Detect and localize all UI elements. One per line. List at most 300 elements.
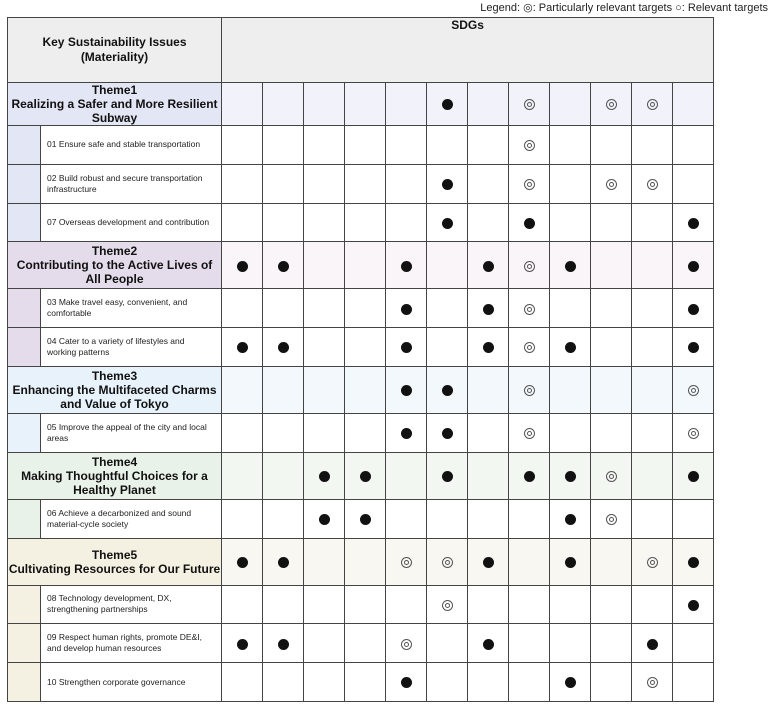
sdg-cell-3 bbox=[304, 164, 345, 203]
sdg-cell-12 bbox=[673, 242, 714, 289]
sdg-cell-8 bbox=[509, 328, 550, 367]
sdg-cell-3 bbox=[304, 538, 345, 585]
sdg-cell-8 bbox=[509, 413, 550, 452]
sdg-cell-4 bbox=[345, 164, 386, 203]
filled-circle-icon bbox=[442, 218, 453, 229]
header-key-issues bbox=[8, 18, 222, 83]
sdg-cell-6 bbox=[427, 663, 468, 702]
sdg-cell-5 bbox=[386, 585, 427, 624]
sdg-cell-1 bbox=[222, 126, 263, 165]
issue-row bbox=[8, 126, 714, 165]
issue-label: 01 Ensure safe and stable transportation bbox=[41, 126, 222, 165]
materiality-sdg-matrix bbox=[7, 17, 714, 702]
sdg-cell-3 bbox=[304, 203, 345, 242]
sdg-cell-5 bbox=[386, 289, 427, 328]
double-circle-icon bbox=[647, 99, 658, 110]
sdg-cell-4 bbox=[345, 83, 386, 126]
sdg-cell-2 bbox=[263, 624, 304, 663]
filled-circle-icon bbox=[688, 261, 699, 272]
filled-circle-icon bbox=[647, 639, 658, 650]
sdg-cell-5 bbox=[386, 328, 427, 367]
double-circle-icon bbox=[524, 261, 535, 272]
sdg-cell-7 bbox=[468, 164, 509, 203]
sdg-cell-2 bbox=[263, 663, 304, 702]
sdg-cell-11 bbox=[632, 663, 673, 702]
sdg-cell-9 bbox=[550, 126, 591, 165]
filled-circle-icon bbox=[688, 218, 699, 229]
issue-label: 10 Strengthen corporate governance bbox=[41, 663, 222, 702]
sdg-cell-11 bbox=[632, 452, 673, 499]
sdg-cell-3 bbox=[304, 624, 345, 663]
issue-label: 06 Achieve a decarbonized and sound material-cycle society bbox=[41, 499, 222, 538]
issue-row bbox=[8, 289, 714, 328]
sdg-cell-4 bbox=[345, 242, 386, 289]
sdg-cell-6 bbox=[427, 328, 468, 367]
issue-row bbox=[8, 203, 714, 242]
sdg-cell-11 bbox=[632, 126, 673, 165]
issue-label: 04 Cater to a variety of lifestyles and working patterns bbox=[41, 328, 222, 367]
sdg-cell-2 bbox=[263, 242, 304, 289]
sdg-cell-10 bbox=[591, 242, 632, 289]
filled-circle-icon bbox=[442, 179, 453, 190]
sdg-cell-7 bbox=[468, 452, 509, 499]
filled-circle-icon bbox=[565, 677, 576, 688]
sdg-cell-10 bbox=[591, 328, 632, 367]
sdg-cell-5 bbox=[386, 126, 427, 165]
filled-circle-icon bbox=[237, 639, 248, 650]
sdg-cell-1 bbox=[222, 366, 263, 413]
sdg-cell-3 bbox=[304, 452, 345, 499]
sdg-cell-2 bbox=[263, 328, 304, 367]
double-circle-icon bbox=[524, 342, 535, 353]
sdg-cell-1 bbox=[222, 538, 263, 585]
sdg-cell-11 bbox=[632, 242, 673, 289]
sdg-cell-3 bbox=[304, 585, 345, 624]
filled-circle-icon bbox=[524, 471, 535, 482]
sdg-cell-4 bbox=[345, 452, 386, 499]
sdg-cell-4 bbox=[345, 328, 386, 367]
sdg-cell-6 bbox=[427, 452, 468, 499]
sdg-cell-3 bbox=[304, 366, 345, 413]
sdg-cell-2 bbox=[263, 289, 304, 328]
theme-subtitle: Enhancing the Multifaceted Charms and Value of Tokyo bbox=[12, 382, 217, 411]
sdg-cell-9 bbox=[550, 538, 591, 585]
sdg-cell-2 bbox=[263, 203, 304, 242]
double-circle-icon bbox=[606, 179, 617, 190]
sdg-cell-5 bbox=[386, 538, 427, 585]
sdg-cell-11 bbox=[632, 203, 673, 242]
sdg-cell-2 bbox=[263, 83, 304, 126]
sdg-cell-4 bbox=[345, 624, 386, 663]
sdg-cell-11 bbox=[632, 328, 673, 367]
theme-subtitle: Cultivating Resources for Our Future bbox=[8, 561, 221, 576]
sdg-cell-9 bbox=[550, 585, 591, 624]
sdg-cell-9 bbox=[550, 366, 591, 413]
theme-label bbox=[8, 242, 222, 289]
filled-circle-icon bbox=[565, 514, 576, 525]
theme-color-stripe bbox=[8, 328, 41, 367]
header-sdgs: SDGs bbox=[222, 18, 714, 83]
sdg-cell-3 bbox=[304, 83, 345, 126]
sdg-cell-12 bbox=[673, 452, 714, 499]
sdg-cell-4 bbox=[345, 366, 386, 413]
sdg-cell-11 bbox=[632, 538, 673, 585]
sdg-cell-10 bbox=[591, 585, 632, 624]
sdg-cell-1 bbox=[222, 164, 263, 203]
sdg-cell-1 bbox=[222, 328, 263, 367]
sdg-cell-2 bbox=[263, 126, 304, 165]
theme-title: Theme4 bbox=[91, 454, 138, 469]
sdg-cell-8 bbox=[509, 83, 550, 126]
sdg-cell-6 bbox=[427, 83, 468, 126]
sdg-cell-12 bbox=[673, 413, 714, 452]
issue-row bbox=[8, 624, 714, 663]
issue-row bbox=[8, 164, 714, 203]
sdg-cell-11 bbox=[632, 83, 673, 126]
sdg-cell-12 bbox=[673, 663, 714, 702]
sdg-cell-6 bbox=[427, 126, 468, 165]
double-circle-icon bbox=[606, 471, 617, 482]
sdg-cell-11 bbox=[632, 413, 673, 452]
theme-color-stripe bbox=[8, 585, 41, 624]
filled-circle-icon bbox=[360, 514, 371, 525]
double-circle-icon bbox=[442, 600, 453, 611]
issue-label: 09 Respect human rights, promote DE&I, and develop human resources bbox=[41, 624, 222, 663]
sdg-cell-2 bbox=[263, 164, 304, 203]
sdg-cell-9 bbox=[550, 328, 591, 367]
sdg-cell-2 bbox=[263, 499, 304, 538]
issue-row bbox=[8, 328, 714, 367]
sdg-cell-1 bbox=[222, 663, 263, 702]
theme-color-stripe bbox=[8, 663, 41, 702]
sdg-cell-7 bbox=[468, 126, 509, 165]
double-circle-icon bbox=[524, 179, 535, 190]
sdg-cell-10 bbox=[591, 289, 632, 328]
sdg-cell-10 bbox=[591, 663, 632, 702]
sdg-cell-10 bbox=[591, 83, 632, 126]
sdg-cell-6 bbox=[427, 242, 468, 289]
sdg-cell-4 bbox=[345, 203, 386, 242]
sdg-cell-3 bbox=[304, 663, 345, 702]
sdg-cell-6 bbox=[427, 164, 468, 203]
sdg-cell-2 bbox=[263, 452, 304, 499]
sdg-cell-1 bbox=[222, 499, 263, 538]
sdg-cell-10 bbox=[591, 413, 632, 452]
sdg-cell-5 bbox=[386, 624, 427, 663]
sdg-cell-1 bbox=[222, 203, 263, 242]
filled-circle-icon bbox=[565, 261, 576, 272]
sdg-cell-7 bbox=[468, 83, 509, 126]
sdg-cell-9 bbox=[550, 663, 591, 702]
double-circle-icon bbox=[401, 557, 412, 568]
sdg-cell-7 bbox=[468, 413, 509, 452]
sdg-cell-6 bbox=[427, 203, 468, 242]
sdg-cell-2 bbox=[263, 413, 304, 452]
sdg-cell-10 bbox=[591, 538, 632, 585]
sdg-cell-7 bbox=[468, 624, 509, 663]
theme-subtitle: Making Thoughtful Choices for a Healthy Planet bbox=[21, 468, 208, 497]
filled-circle-icon bbox=[401, 428, 412, 439]
sdg-cell-6 bbox=[427, 538, 468, 585]
sdg-cell-5 bbox=[386, 164, 427, 203]
sdg-cell-9 bbox=[550, 413, 591, 452]
issue-row bbox=[8, 663, 714, 702]
double-circle-icon bbox=[524, 99, 535, 110]
sdg-cell-3 bbox=[304, 413, 345, 452]
sdg-cell-12 bbox=[673, 126, 714, 165]
theme-title: Theme2 bbox=[91, 244, 138, 259]
issue-label: 08 Technology development, DX, strengthening partnerships bbox=[41, 585, 222, 624]
sdg-cell-3 bbox=[304, 126, 345, 165]
filled-circle-icon bbox=[565, 557, 576, 568]
filled-circle-icon bbox=[237, 557, 248, 568]
filled-circle-icon bbox=[442, 471, 453, 482]
filled-circle-icon bbox=[237, 261, 248, 272]
sdg-cell-9 bbox=[550, 83, 591, 126]
sdg-cell-12 bbox=[673, 289, 714, 328]
filled-circle-icon bbox=[483, 342, 494, 353]
sdg-cell-9 bbox=[550, 164, 591, 203]
sdg-cell-1 bbox=[222, 289, 263, 328]
sdg-cell-5 bbox=[386, 413, 427, 452]
filled-circle-icon bbox=[442, 428, 453, 439]
theme-row bbox=[8, 242, 714, 289]
sdg-cell-6 bbox=[427, 624, 468, 663]
theme-title: Theme5 bbox=[91, 547, 138, 562]
theme-subtitle: Realizing a Safer and More Resilient Subway bbox=[11, 97, 218, 125]
filled-circle-icon bbox=[237, 342, 248, 353]
filled-circle-icon bbox=[319, 514, 330, 525]
sdg-cell-2 bbox=[263, 366, 304, 413]
sdg-cell-9 bbox=[550, 242, 591, 289]
sdg-cell-8 bbox=[509, 366, 550, 413]
double-circle-icon bbox=[688, 428, 699, 439]
issue-row bbox=[8, 413, 714, 452]
sdg-cell-12 bbox=[673, 538, 714, 585]
filled-circle-icon bbox=[483, 639, 494, 650]
sdg-cell-10 bbox=[591, 126, 632, 165]
double-circle-icon bbox=[401, 639, 412, 650]
issue-label: 05 Improve the appeal of the city and local areas bbox=[41, 413, 222, 452]
filled-circle-icon bbox=[688, 304, 699, 315]
theme-color-stripe bbox=[8, 126, 41, 165]
sdg-cell-4 bbox=[345, 499, 386, 538]
filled-circle-icon bbox=[278, 557, 289, 568]
sdg-cell-10 bbox=[591, 452, 632, 499]
sdg-cell-4 bbox=[345, 538, 386, 585]
sdg-cell-4 bbox=[345, 663, 386, 702]
sdg-cell-6 bbox=[427, 366, 468, 413]
theme-color-stripe bbox=[8, 203, 41, 242]
sdg-cell-11 bbox=[632, 499, 673, 538]
sdg-cell-1 bbox=[222, 624, 263, 663]
double-circle-icon bbox=[647, 557, 658, 568]
sdg-cell-10 bbox=[591, 164, 632, 203]
sdg-cell-5 bbox=[386, 366, 427, 413]
sdg-cell-7 bbox=[468, 203, 509, 242]
sdg-cell-5 bbox=[386, 83, 427, 126]
sdg-cell-8 bbox=[509, 585, 550, 624]
sdg-cell-2 bbox=[263, 538, 304, 585]
sdg-cell-5 bbox=[386, 663, 427, 702]
sdg-cell-4 bbox=[345, 413, 386, 452]
sdg-cell-1 bbox=[222, 452, 263, 499]
sdg-cell-10 bbox=[591, 499, 632, 538]
double-circle-icon bbox=[647, 677, 658, 688]
sdg-cell-12 bbox=[673, 164, 714, 203]
sdg-cell-8 bbox=[509, 242, 550, 289]
sdg-cell-12 bbox=[673, 499, 714, 538]
sdg-cell-12 bbox=[673, 83, 714, 126]
theme-label bbox=[8, 366, 222, 413]
issue-row bbox=[8, 585, 714, 624]
sdg-cell-5 bbox=[386, 499, 427, 538]
sdg-cell-10 bbox=[591, 624, 632, 663]
theme-title: Theme3 bbox=[91, 368, 138, 383]
double-circle-icon bbox=[524, 428, 535, 439]
sdg-cell-3 bbox=[304, 289, 345, 328]
theme-label bbox=[8, 83, 222, 126]
theme-row bbox=[8, 538, 714, 585]
sdg-cell-4 bbox=[345, 126, 386, 165]
filled-circle-icon bbox=[565, 471, 576, 482]
sdg-cell-4 bbox=[345, 289, 386, 328]
sdg-cell-12 bbox=[673, 328, 714, 367]
double-circle-icon bbox=[524, 304, 535, 315]
sdg-cell-8 bbox=[509, 499, 550, 538]
sdg-cell-6 bbox=[427, 289, 468, 328]
theme-row bbox=[8, 366, 714, 413]
filled-circle-icon bbox=[401, 342, 412, 353]
theme-color-stripe bbox=[8, 164, 41, 203]
sdg-cell-8 bbox=[509, 289, 550, 328]
theme-title: Theme1 bbox=[91, 83, 138, 97]
matrix-body bbox=[8, 83, 714, 702]
sdg-cell-6 bbox=[427, 499, 468, 538]
issue-label: 02 Build robust and secure transportation infrastructure bbox=[41, 164, 222, 203]
sdg-cell-9 bbox=[550, 499, 591, 538]
sdg-cell-3 bbox=[304, 242, 345, 289]
sdg-cell-7 bbox=[468, 289, 509, 328]
issue-label: 07 Overseas development and contribution bbox=[41, 203, 222, 242]
sdg-cell-8 bbox=[509, 126, 550, 165]
filled-circle-icon bbox=[401, 304, 412, 315]
sdg-cell-9 bbox=[550, 203, 591, 242]
filled-circle-icon bbox=[688, 471, 699, 482]
filled-circle-icon bbox=[565, 342, 576, 353]
theme-row bbox=[8, 452, 714, 499]
filled-circle-icon bbox=[483, 304, 494, 315]
header-left-subtitle: (Materiality) bbox=[80, 50, 149, 64]
filled-circle-icon bbox=[688, 342, 699, 353]
filled-circle-icon bbox=[688, 600, 699, 611]
theme-color-stripe bbox=[8, 499, 41, 538]
theme-color-stripe bbox=[8, 413, 41, 452]
double-circle-icon bbox=[442, 557, 453, 568]
sdg-cell-5 bbox=[386, 242, 427, 289]
filled-circle-icon bbox=[278, 639, 289, 650]
double-circle-icon bbox=[606, 99, 617, 110]
sdg-cell-10 bbox=[591, 203, 632, 242]
sdg-cell-11 bbox=[632, 289, 673, 328]
filled-circle-icon bbox=[401, 677, 412, 688]
filled-circle-icon bbox=[401, 385, 412, 396]
sdg-cell-7 bbox=[468, 242, 509, 289]
sdg-cell-11 bbox=[632, 164, 673, 203]
double-circle-icon bbox=[524, 140, 535, 151]
sdg-cell-2 bbox=[263, 585, 304, 624]
sdg-cell-8 bbox=[509, 538, 550, 585]
sdg-cell-7 bbox=[468, 585, 509, 624]
sdg-cell-9 bbox=[550, 624, 591, 663]
sdg-cell-3 bbox=[304, 499, 345, 538]
sdg-cell-8 bbox=[509, 624, 550, 663]
sdg-cell-11 bbox=[632, 585, 673, 624]
issue-label: 03 Make travel easy, convenient, and comfortable bbox=[41, 289, 222, 328]
filled-circle-icon bbox=[278, 261, 289, 272]
sdg-cell-1 bbox=[222, 585, 263, 624]
sdg-cell-7 bbox=[468, 499, 509, 538]
sdg-cell-12 bbox=[673, 585, 714, 624]
sdg-cell-5 bbox=[386, 203, 427, 242]
legend: Legend: ◎: Particularly relevant targets ○: Relevant targets bbox=[480, 2, 768, 14]
sdg-cell-6 bbox=[427, 413, 468, 452]
header-left-title: Key Sustainability Issues bbox=[42, 35, 187, 49]
sdg-cell-1 bbox=[222, 413, 263, 452]
sdg-cell-9 bbox=[550, 452, 591, 499]
filled-circle-icon bbox=[401, 261, 412, 272]
sdg-cell-7 bbox=[468, 328, 509, 367]
sdg-cell-7 bbox=[468, 663, 509, 702]
theme-label bbox=[8, 452, 222, 499]
sdg-cell-7 bbox=[468, 538, 509, 585]
theme-label bbox=[8, 538, 222, 585]
sdg-cell-1 bbox=[222, 83, 263, 126]
filled-circle-icon bbox=[524, 218, 535, 229]
sdg-cell-9 bbox=[550, 289, 591, 328]
theme-color-stripe bbox=[8, 289, 41, 328]
sdg-cell-1 bbox=[222, 242, 263, 289]
theme-color-stripe bbox=[8, 624, 41, 663]
sdg-cell-4 bbox=[345, 585, 386, 624]
sdg-cell-8 bbox=[509, 203, 550, 242]
filled-circle-icon bbox=[442, 99, 453, 110]
filled-circle-icon bbox=[278, 342, 289, 353]
sdg-cell-12 bbox=[673, 366, 714, 413]
filled-circle-icon bbox=[483, 557, 494, 568]
sdg-cell-12 bbox=[673, 203, 714, 242]
sdg-cell-8 bbox=[509, 452, 550, 499]
sdg-cell-7 bbox=[468, 366, 509, 413]
double-circle-icon bbox=[688, 385, 699, 396]
filled-circle-icon bbox=[360, 471, 371, 482]
theme-row bbox=[8, 83, 714, 126]
filled-circle-icon bbox=[442, 385, 453, 396]
filled-circle-icon bbox=[319, 471, 330, 482]
sdg-cell-8 bbox=[509, 164, 550, 203]
sdg-cell-3 bbox=[304, 328, 345, 367]
double-circle-icon bbox=[524, 385, 535, 396]
filled-circle-icon bbox=[688, 557, 699, 568]
sdg-cell-5 bbox=[386, 452, 427, 499]
issue-row bbox=[8, 499, 714, 538]
sdg-cell-10 bbox=[591, 366, 632, 413]
double-circle-icon bbox=[647, 179, 658, 190]
double-circle-icon bbox=[606, 514, 617, 525]
sdg-cell-12 bbox=[673, 624, 714, 663]
sdg-cell-6 bbox=[427, 585, 468, 624]
sdg-cell-11 bbox=[632, 624, 673, 663]
